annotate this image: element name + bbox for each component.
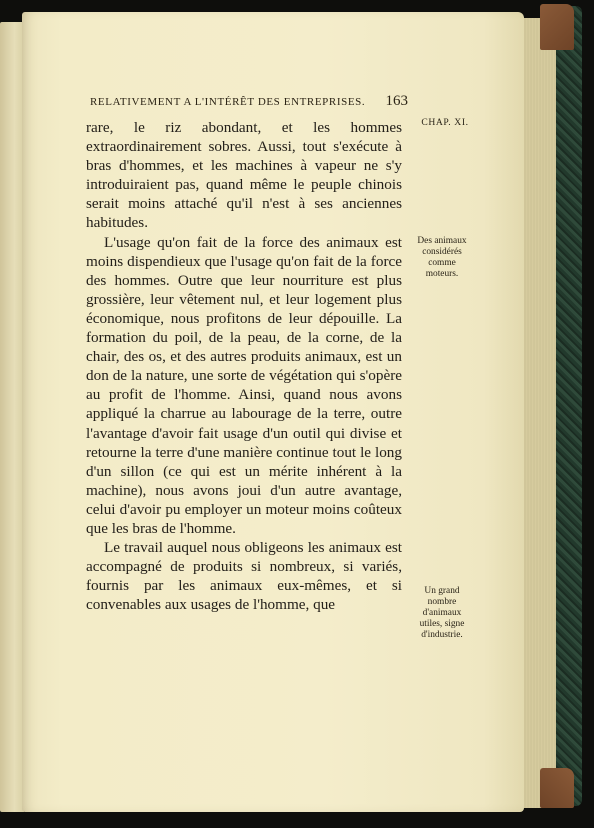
paragraph: rare, le riz abondant, et les hommes extraordinairement sobres. Aussi, tout s'exécute à bras d'hommes, et les machines à vapeur ne s'y introduiraient pas, quand même le peuple chinois serait moins attaché qu'il n'est à ses anciennes habitudes. bbox=[86, 119, 402, 232]
margin-note-animaux-utiles bbox=[402, 586, 482, 641]
paragraph: Le travail auquel nous obligeons les animaux est accompagné de produits si nombreux, si variés, fournis par les animaux eux-mêmes, et si convenables aux usages de l'homme, que bbox=[86, 539, 402, 614]
page-number: 163 bbox=[385, 93, 408, 109]
paragraph: L'usage qu'on fait de la force des animaux est moins dispendieux que l'usage qu'on fait de la force des hommes. Outre que leur nourriture est plus grossière, leur vêtement nul, et leur logement plus économique, nous profitons de leur dépouille. La formation du poil, de la peau, de la corne, de la chair, des os, et des autres produits animaux, est un don de la nature, une sorte de végétation qui s'opère au profit de l'homme. Ainsi, quand nous avons appliqué la charrue au labourage de la terre, outre l'avantage d'avoir fait usage d'un outil qui divise et retourne la terre d'une manière continue tout le long d'un sillon (ce qui est un mérite inhérent à la machine), nous avons joui d'un autre avantage, celui d'avoir pu employer un moteur moins coûteux que les bras de l'homme. bbox=[86, 233, 402, 537]
facing-page-edge bbox=[0, 22, 24, 812]
margin-note-line: nombre bbox=[427, 597, 457, 607]
margin-note-line: Un grand bbox=[424, 586, 460, 596]
chapter-label: CHAP. XI. bbox=[421, 117, 469, 128]
body-text bbox=[86, 118, 402, 614]
margin-note-line: utiles, signe bbox=[419, 619, 465, 629]
running-header bbox=[90, 93, 408, 110]
margin-note-line: d'industrie. bbox=[421, 630, 463, 640]
running-title: RELATIVEMENT A L'INTÉRÊT DES ENTREPRISES. bbox=[90, 96, 366, 108]
margin-note-line: Des animaux bbox=[417, 236, 467, 246]
margin-note-line: considérés bbox=[422, 247, 462, 257]
book-cover bbox=[552, 6, 582, 806]
cover-corner-top bbox=[540, 4, 574, 50]
margin-note-line: comme bbox=[428, 258, 456, 268]
margin-note-animaux-moteurs bbox=[402, 236, 482, 280]
margin-note-line: d'animaux bbox=[422, 608, 462, 618]
page-edges bbox=[522, 18, 556, 808]
cover-corner-bottom bbox=[540, 768, 574, 808]
margin-note-line: moteurs. bbox=[425, 269, 459, 279]
